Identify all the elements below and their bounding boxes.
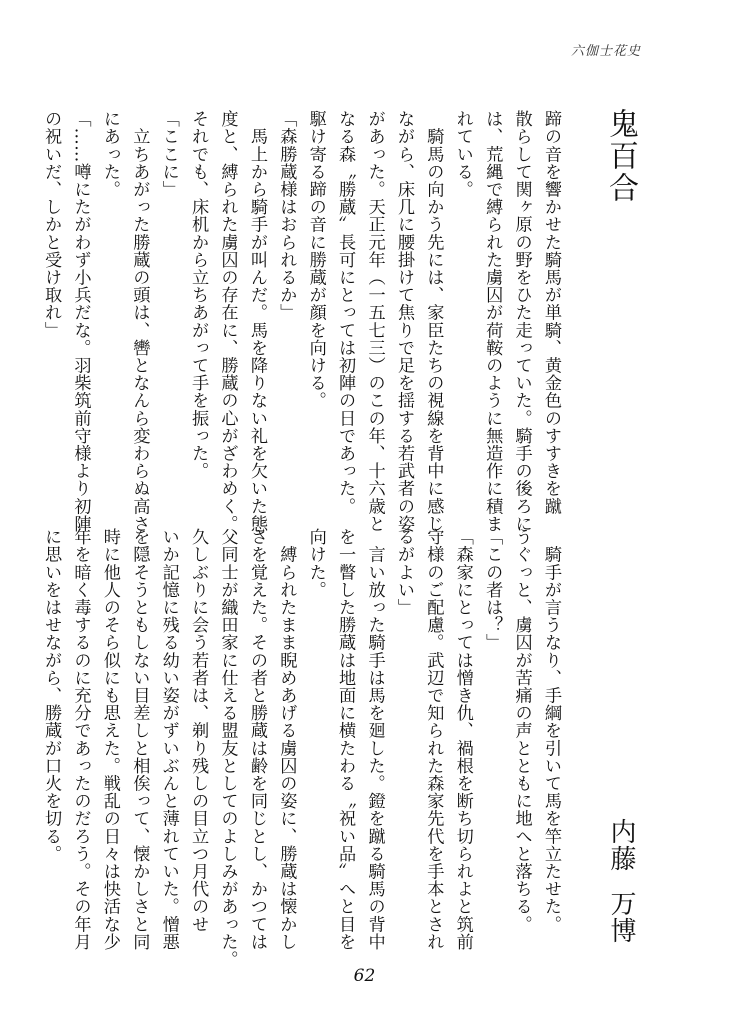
author-given-name: 万博 (606, 890, 636, 944)
text-line: 度と、縛られた虜囚の存在に、勝蔵の心がざわめく。 (217, 110, 238, 533)
text-line: 年を暗く毒するのに充分であったのだろう。その年月 (70, 528, 91, 951)
running-header: 六伽士花史 (570, 44, 641, 59)
text-line: は、荒縄で縛られた虜囚が荷鞍のように無造作に積ま (482, 110, 503, 533)
lower-text-block (41, 528, 565, 968)
text-line: 父同士が織田家に仕える盟友としてのよしみがあった。 (217, 528, 238, 968)
text-line: 守様のご配慮。武辺で知られた森家先代を手本とされ (423, 528, 444, 951)
author-family-name: 内藤 (606, 818, 636, 872)
text-line: を一瞥した勝蔵は地面に横たわる〝祝い品〟へと目を (335, 528, 356, 951)
text-line: に思いをはせながら、勝蔵が口火を切る。 (41, 528, 62, 863)
text-line: なる森〝勝蔵〟長可にとっては初陣の日であった。 (335, 110, 356, 515)
text-line: 騎馬の向かう先には、家臣たちの視線を背中に感じ (423, 110, 444, 533)
text-line: 騎手が言うなり、手綱を引いて馬を竿立たせた。 (541, 528, 561, 933)
text-line: にあった。 (99, 110, 120, 198)
story-title: 鬼百合 (603, 108, 638, 204)
text-line: 「森勝蔵様はおられるか」 (276, 110, 297, 322)
text-line: 「この者は？」 (482, 528, 503, 652)
text-line: さを覚えた。その者と勝蔵は齢を同じとし、かつては (246, 528, 267, 951)
text-line: 立ちあがった勝蔵の頭は、轡となんら変わらぬ高さ (129, 110, 150, 533)
upper-text-block (41, 110, 565, 533)
text-line: うぐっと、虜囚が苦痛の声とともに地へと落ちる。 (511, 528, 532, 933)
text-line: 駆け寄る蹄の音に勝蔵が顔を向ける。 (305, 110, 326, 410)
text-line: 縛られたまま睨めあげる虜囚の姿に、勝蔵は懐かし (276, 528, 297, 951)
text-line: それでも、床机から立ちあがって手を振った。 (188, 110, 209, 480)
text-line: 向けた。 (305, 528, 326, 599)
text-line: るがよい」 (393, 528, 414, 616)
text-line: ながら、床几に腰掛けて焦りで足を揺する若武者の姿 (393, 110, 414, 533)
text-line: 蹄の音を響かせた騎馬が単騎、黄金色のすすきを蹴 (541, 110, 561, 515)
text-line: 馬上から騎手が叫んだ。馬を降りない礼を欠いた態 (246, 110, 267, 533)
text-line: 言い放った騎手は馬を廻した。鐙を蹴る騎馬の背中 (364, 528, 385, 951)
text-line: 時に他人のそら似にも思えた。戦乱の日々は快活な少 (99, 528, 120, 951)
text-line: を隠そうともしない目差しと相俟って、懐かしさと同 (129, 528, 150, 951)
text-line: 散らして関ヶ原の野をひた走っていた。騎手の後ろに (511, 110, 532, 533)
text-line: の祝いだ、しかと受け取れ」 (41, 110, 62, 339)
text-line: いか記憶に残る幼い姿がずいぶんと薄れていた。憎悪 (158, 528, 179, 951)
text-line: 「……噂にたがわず小兵だな。羽柴筑前守様より初陣 (70, 110, 91, 533)
author-name (608, 818, 634, 944)
text-line: があった。天正元年（一五七三）のこの年、十六歳と (364, 110, 385, 533)
text-line: 久しぶりに会う若者は、剃り残しの目立つ月代のせ (188, 528, 209, 933)
text-line: 「ここに」 (158, 110, 179, 198)
text-line: れている。 (452, 110, 473, 198)
page-number: 62 (353, 966, 376, 986)
text-line: 「森家にとっては憎き仇、禍根を断ち切られよと筑前 (452, 528, 473, 951)
